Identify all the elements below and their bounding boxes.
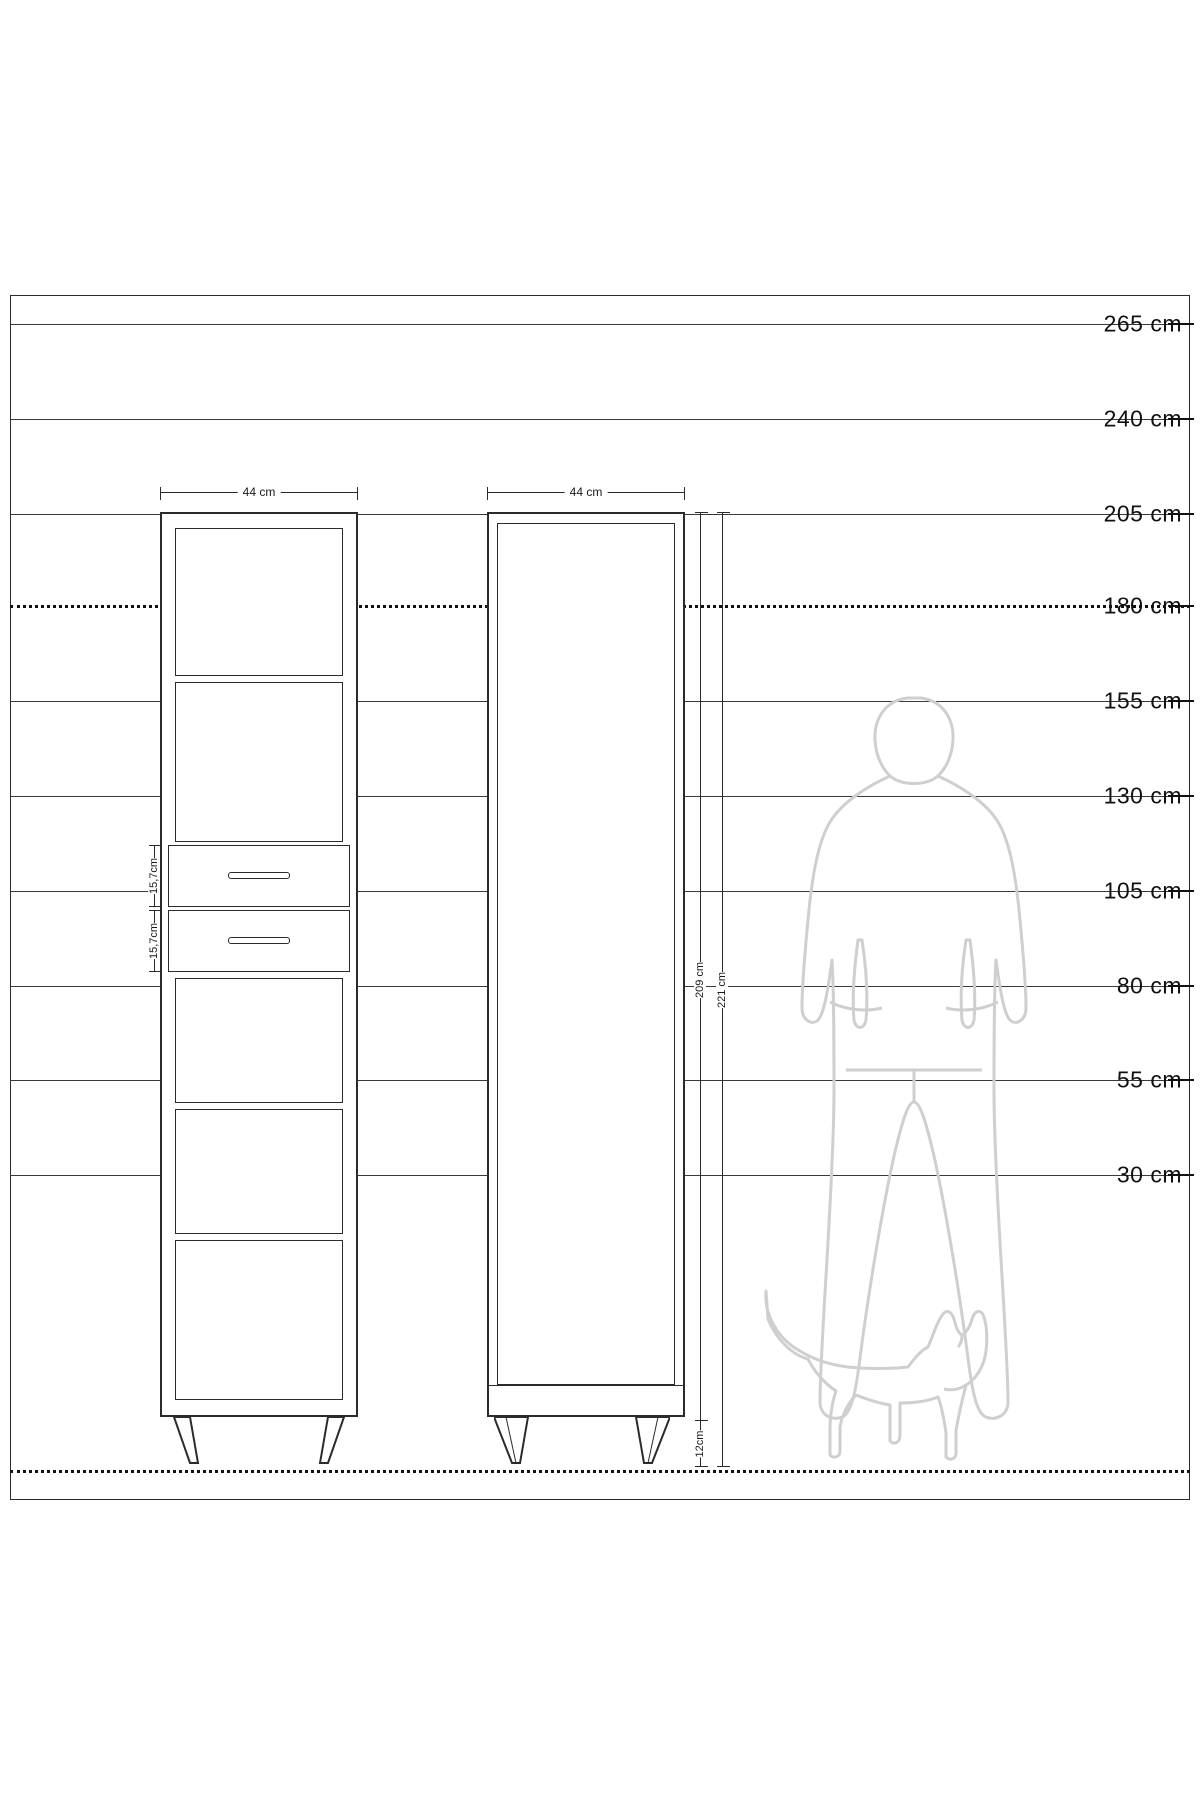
cabinet-left-compartment-fourth: [175, 1109, 343, 1234]
dimension-label-leg-height: 12cm: [694, 1430, 706, 1458]
tick-label-105: 105 cm: [1103, 877, 1182, 904]
tick-label-265: 265 cm: [1103, 310, 1182, 337]
scale-line-240: [10, 419, 1190, 420]
tick-label-80: 80 cm: [1116, 972, 1182, 999]
dimension-label-drawer-1: 15,7cm: [148, 857, 160, 895]
dimension-label-width-left: 44 cm: [238, 485, 281, 499]
tick-label-130: 130 cm: [1103, 782, 1182, 809]
cabinet-left-leg-front: [172, 1417, 194, 1463]
leg-shape-icon: [172, 1417, 206, 1465]
cabinet-left-compartment-third: [175, 978, 343, 1103]
tick-label-55: 55 cm: [1116, 1066, 1182, 1093]
cabinet-right-door: [497, 523, 675, 1385]
tick-label-155: 155 cm: [1103, 687, 1182, 714]
dimension-label-body-height: 209 cm: [694, 961, 706, 999]
leg-shape-icon: [312, 1417, 346, 1465]
drawer-2-handle: [228, 937, 290, 944]
cabinet-right-leg-back: [620, 1417, 660, 1465]
cabinet-left-compartment-second: [175, 682, 343, 842]
tick-label-240: 240 cm: [1103, 405, 1182, 432]
cabinet-right-base-line: [489, 1385, 683, 1386]
cabinet-left-leg-back: [312, 1417, 334, 1463]
tick-label-30: 30 cm: [1116, 1161, 1182, 1188]
drawer-1-handle: [228, 872, 290, 879]
dimension-label-total-height: 221 cm: [716, 971, 728, 1009]
cabinet-left-compartment-top: [175, 528, 343, 676]
dimension-label-drawer-2: 15,7cm: [148, 922, 160, 960]
leg-shape-icon: [620, 1417, 670, 1467]
floor-line: [10, 1470, 1190, 1473]
tick-label-180: 180 cm: [1103, 592, 1182, 619]
scale-line-265: [10, 324, 1190, 325]
cabinet-right-leg-front: [494, 1417, 534, 1465]
leg-shape-icon: [494, 1417, 544, 1467]
cabinet-left-compartment-fifth: [175, 1240, 343, 1400]
tick-label-205: 205 cm: [1103, 500, 1182, 527]
dimension-label-width-right: 44 cm: [565, 485, 608, 499]
